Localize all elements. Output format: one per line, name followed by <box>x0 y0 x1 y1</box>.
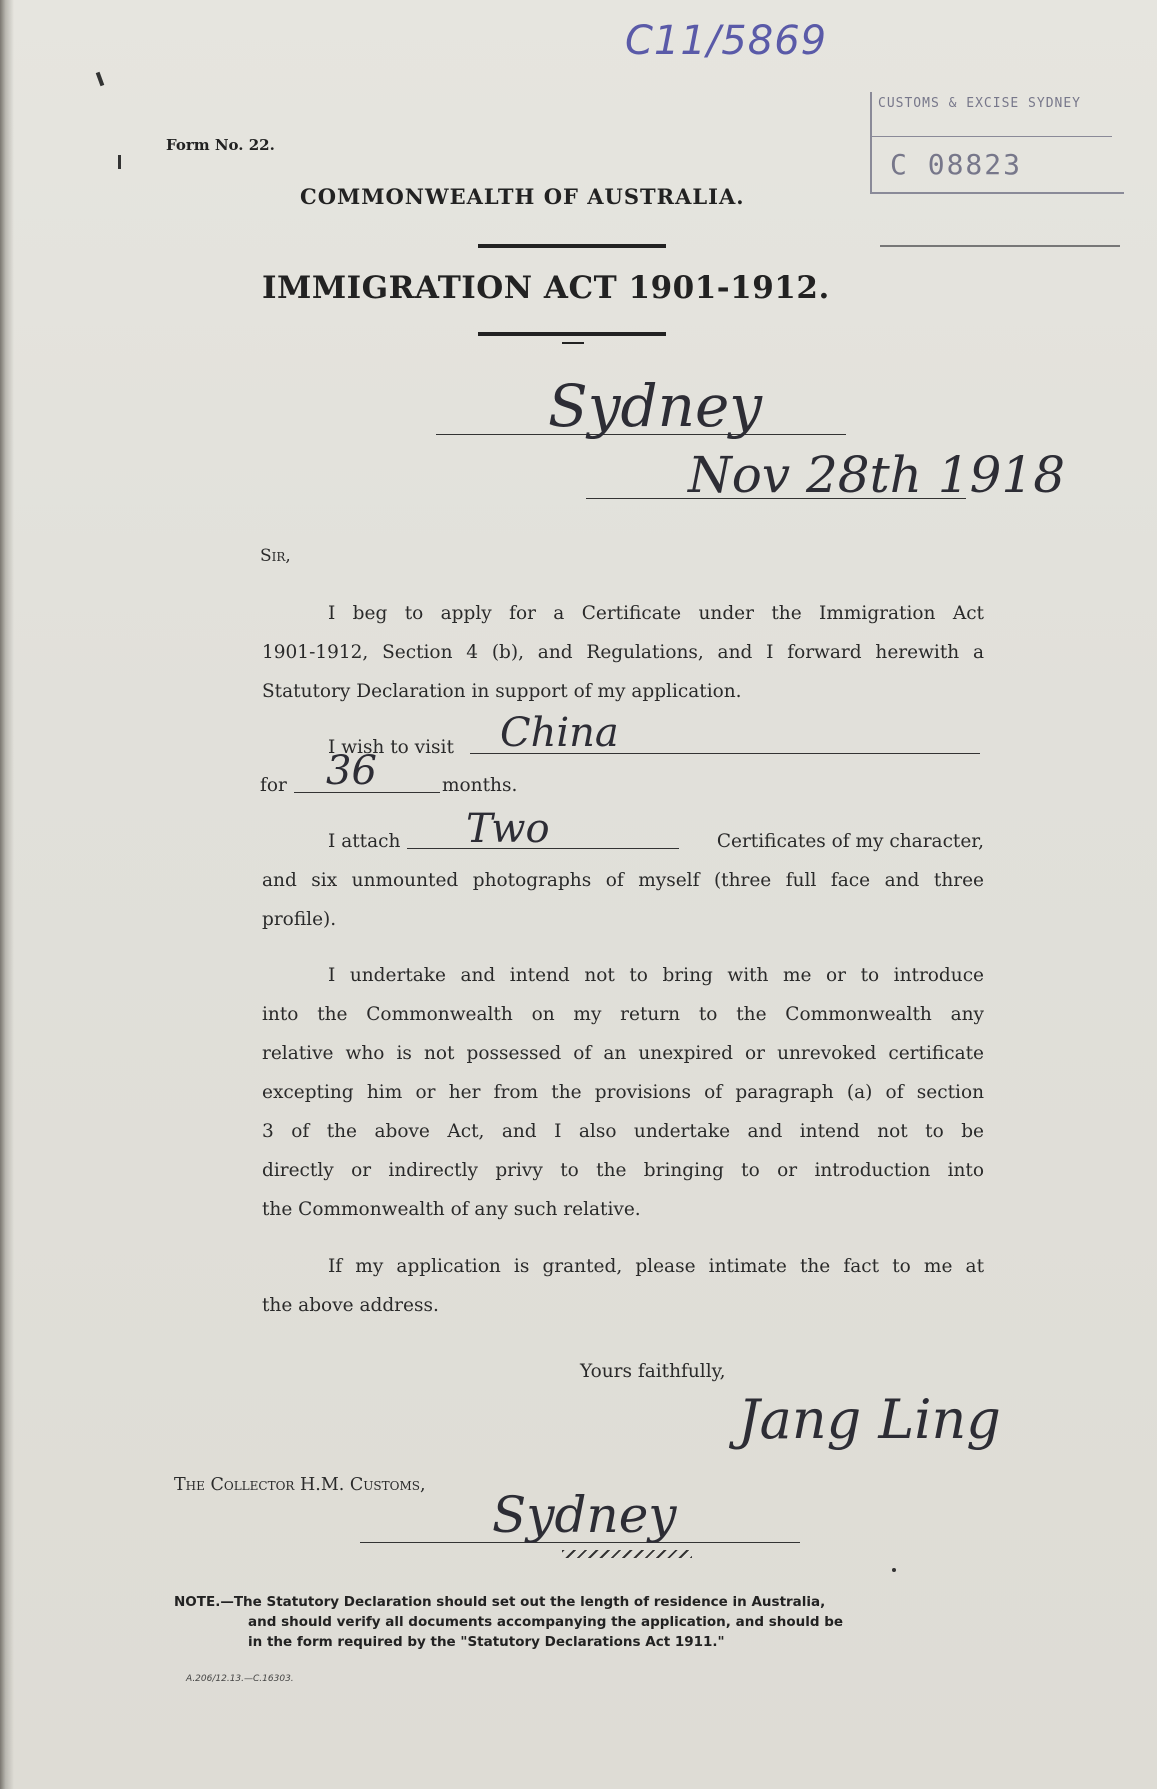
file-reference-number: C11/5869 <box>625 18 828 64</box>
attach-label: I attach <box>328 831 401 852</box>
flourish-line <box>562 1550 692 1558</box>
visit-value-handwritten: China <box>500 710 619 756</box>
closing: Yours faithfully, <box>580 1361 726 1382</box>
text-line: Statutory Declaration in support of my application. <box>262 681 742 702</box>
duration-suffix: months. <box>442 775 518 796</box>
heading-commonwealth: COMMONWEALTH OF AUSTRALIA. <box>300 184 745 209</box>
heading-act-title: IMMIGRATION ACT 1901-1912. <box>262 270 830 306</box>
footnote-line: in the form required by the "Statutory Declarations Act 1911." <box>248 1634 725 1650</box>
signature-handwritten: Jang Ling <box>738 1388 1001 1451</box>
text-line: into the Commonwealth on my return to the Commonwealth any <box>262 1004 984 1025</box>
margin-mark <box>118 155 121 169</box>
text-line: If my application is granted, please intimate the fact to me at <box>328 1256 984 1277</box>
text-line: I undertake and intend not to bring with me or to introduce <box>328 965 984 986</box>
visit-label: I wish to visit <box>328 737 454 758</box>
text-line: directly or indirectly privy to the bringing to or introduction into <box>262 1160 984 1181</box>
paragraph-undertaking <box>262 956 984 1229</box>
text-line: excepting him or her from the provisions of paragraph (a) of section <box>262 1082 984 1103</box>
place-handwritten: Sydney <box>548 372 763 440</box>
salutation: Sir, <box>260 546 291 566</box>
heading-rule-bottom <box>478 332 666 336</box>
page-edge-shadow <box>0 0 14 1789</box>
stamp-divider <box>872 136 1112 137</box>
paragraph-notification <box>262 1247 984 1325</box>
addressee-place-handwritten: Sydney <box>492 1486 677 1544</box>
margin-mark <box>96 72 105 87</box>
stamp-header: CUSTOMS & EXCISE SYDNEY <box>878 96 1082 111</box>
ink-dot <box>892 1568 896 1572</box>
footnote <box>174 1592 994 1652</box>
attach-value-handwritten: Two <box>466 806 550 852</box>
text-line: 1901-1912, Section 4 (b), and Regulations, and I forward herewith a <box>262 642 984 663</box>
heading-rule-top <box>478 244 666 248</box>
duration-value-handwritten: 36 <box>326 748 377 794</box>
paragraph-application <box>262 594 984 711</box>
stamp-under-rule <box>880 245 1120 247</box>
text-line: 3 of the above Act, and I also undertake and intend not to be <box>262 1121 984 1142</box>
text-line: profile). <box>262 909 337 930</box>
form-number: Form No. 22. <box>166 136 275 154</box>
text-line: the Commonwealth of any such relative. <box>262 1199 641 1220</box>
paragraph-attach-continued <box>262 861 984 939</box>
text-line: and six unmounted photographs of myself (three full face and three <box>262 870 984 891</box>
heading-rule-small <box>562 342 584 344</box>
addressee: The Collector H.M. Customs, <box>174 1475 426 1495</box>
customs-stamp <box>870 92 1124 194</box>
attach-suffix: Certificates of my character, <box>716 831 984 852</box>
stamp-number: C 08823 <box>890 148 1023 181</box>
footnote-line: and should verify all documents accompanying the application, and should be <box>248 1614 844 1630</box>
printer-mark: A.206/12.13.—C.16303. <box>186 1674 294 1684</box>
text-line: the above address. <box>262 1295 439 1316</box>
text-line: I beg to apply for a Certificate under the Immigration Act <box>328 603 984 624</box>
footnote-line: NOTE.—The Statutory Declaration should set out the length of residence in Australia, <box>174 1594 826 1610</box>
date-handwritten: Nov 28th 1918 <box>688 446 1066 504</box>
duration-label: for <box>260 775 287 796</box>
text-line: relative who is not possessed of an unexpired or unrevoked certificate <box>262 1043 984 1064</box>
